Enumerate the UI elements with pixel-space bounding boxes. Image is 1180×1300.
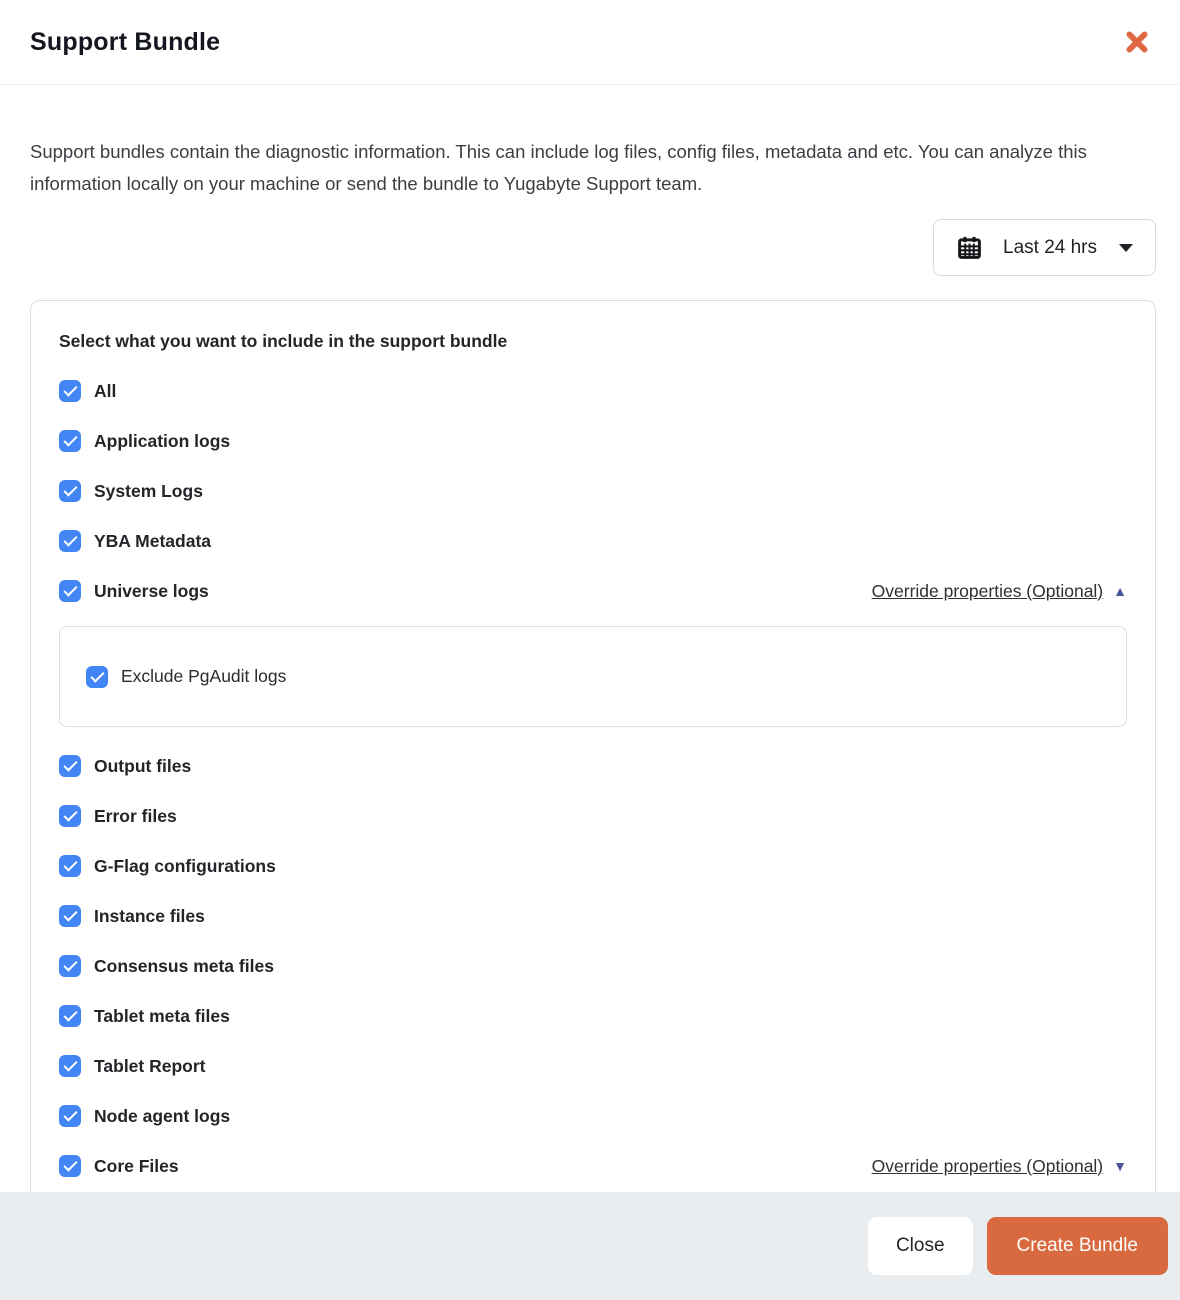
checkbox-node-agent-logs[interactable] xyxy=(59,1105,81,1127)
checkbox-label: Application logs xyxy=(94,430,231,451)
checkbox-label: System Logs xyxy=(94,480,203,501)
checkbox-label: Output files xyxy=(94,755,192,776)
checkbox-label: Node agent logs xyxy=(94,1105,231,1126)
checkbox-row-tablet-meta-files xyxy=(59,1005,1127,1027)
checkbox-label: All xyxy=(94,380,117,401)
checkbox-tablet-report[interactable] xyxy=(59,1055,81,1077)
checkbox-tablet-meta-files[interactable] xyxy=(59,1005,81,1027)
modal-description: Support bundles contain the diagnostic information. This can include log files, config files, metadata and etc. You can analyze this information locally on your machine or send the bundle to Yugabyte Support team. xyxy=(30,141,1087,194)
date-filter-row xyxy=(30,219,1156,276)
checkbox-row-system-logs xyxy=(59,480,1127,502)
override-properties-link-core-files[interactable] xyxy=(872,1156,1127,1177)
override-link-text: Override properties (Optional) xyxy=(871,580,1104,601)
universe-logs-override-panel xyxy=(59,626,1127,727)
checkbox-label: Universe logs xyxy=(94,580,209,601)
close-icon xyxy=(1123,28,1151,56)
checkbox-output-files[interactable] xyxy=(59,755,81,777)
modal-footer xyxy=(0,1192,1180,1300)
include-selection-panel xyxy=(30,300,1156,1230)
checkbox-row-tablet-report xyxy=(59,1055,1127,1077)
checkbox-instance-files[interactable] xyxy=(59,905,81,927)
checkbox-row-error-files xyxy=(59,805,1127,827)
create-bundle-button[interactable]: Create Bundle xyxy=(987,1217,1168,1275)
date-range-dropdown[interactable] xyxy=(933,219,1156,276)
checkbox-label: Tablet meta files xyxy=(94,1005,230,1026)
checkbox-label: YBA Metadata xyxy=(94,530,212,551)
checkbox-label: Tablet Report xyxy=(94,1055,206,1076)
checkbox-yba-metadata[interactable] xyxy=(59,530,81,552)
modal-header xyxy=(0,0,1180,85)
checkbox-core-files[interactable] xyxy=(59,1155,81,1177)
checkbox-row-node-agent-logs xyxy=(59,1105,1127,1127)
checkbox-label: Exclude PgAudit logs xyxy=(121,666,287,686)
checkbox-row-core-files xyxy=(59,1155,1127,1177)
checkbox-row-instance-files xyxy=(59,905,1127,927)
date-range-value: Last 24 hrs xyxy=(1003,236,1097,258)
checkbox-row-output-files xyxy=(59,755,1127,777)
checkbox-all[interactable] xyxy=(59,380,81,402)
checkbox-label: Consensus meta files xyxy=(94,955,274,976)
checkbox-label: Instance files xyxy=(94,905,205,926)
chevron-up-icon: ▲ xyxy=(1113,583,1127,599)
calendar-icon xyxy=(956,234,983,261)
chevron-down-icon xyxy=(1119,244,1133,252)
close-button[interactable] xyxy=(1120,25,1154,59)
checkbox-gflag-configurations[interactable] xyxy=(59,855,81,877)
checkbox-consensus-meta-files[interactable] xyxy=(59,955,81,977)
checkbox-row-gflag-configurations xyxy=(59,855,1127,877)
modal-title: Support Bundle xyxy=(30,27,221,56)
close-button-footer[interactable]: Close xyxy=(868,1217,973,1275)
override-link-text: Override properties (Optional) xyxy=(871,1155,1104,1176)
checkbox-error-files[interactable] xyxy=(59,805,81,827)
modal-body xyxy=(0,136,1180,1230)
checkbox-label: Error files xyxy=(94,805,177,826)
checkbox-label: G-Flag configurations xyxy=(94,855,276,876)
checkbox-label: Core Files xyxy=(94,1155,179,1176)
checkbox-row-universe-logs xyxy=(59,580,1127,602)
checkbox-row-all xyxy=(59,380,1127,402)
checkbox-universe-logs[interactable] xyxy=(59,580,81,602)
checkbox-row-consensus-meta-files xyxy=(59,955,1127,977)
checkbox-application-logs[interactable] xyxy=(59,430,81,452)
checkbox-exclude-pgaudit-logs[interactable] xyxy=(86,666,108,688)
chevron-down-icon: ▼ xyxy=(1113,1158,1127,1174)
panel-heading: Select what you want to include in the support bundle xyxy=(59,331,508,351)
override-properties-link-universe[interactable] xyxy=(872,581,1127,602)
checkbox-row-yba-metadata xyxy=(59,530,1127,552)
checkbox-system-logs[interactable] xyxy=(59,480,81,502)
checkbox-row-application-logs xyxy=(59,430,1127,452)
